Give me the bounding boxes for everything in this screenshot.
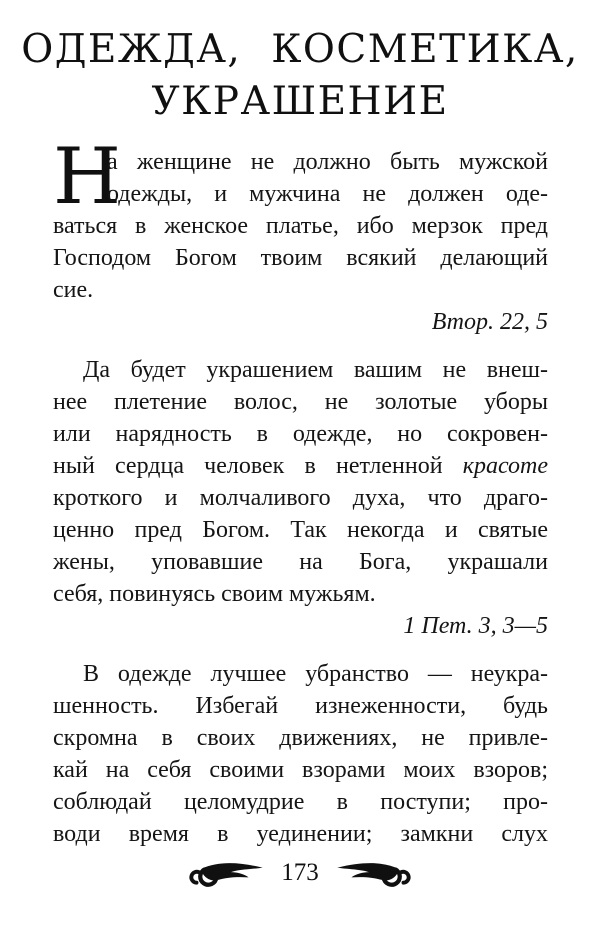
paragraph-line: себя, повинуясь своим мужьям. [53, 581, 376, 607]
page-footer [0, 858, 600, 888]
paragraph-line-text: ный сердца человек в нетленной [53, 453, 443, 479]
paragraph-line: или нарядность в одежде, но сокровен- [53, 421, 548, 447]
paragraph-line: води время в уединении; замкни слух [53, 821, 548, 847]
paragraph-line: кроткого и молчаливого духа, что драго- [53, 485, 548, 511]
paragraph-line: одежды, и мужчина не должен оде- [107, 181, 548, 207]
scripture-reference-2: 1 Пет. 3, 3—5 [403, 613, 548, 639]
paragraph-line: шенность. Избегай изнеженности, будь [53, 693, 548, 719]
paragraph-text-3 [53, 658, 548, 850]
paragraph-line: Господом Богом твоим всякий делающий [53, 245, 548, 271]
paragraph-quote-1 [53, 132, 548, 338]
scroll-flourish-right-icon [334, 858, 420, 888]
paragraph-line: соблюдай целомудрие в поступи; про- [53, 789, 548, 815]
page-number: 173 [281, 859, 319, 886]
paragraph-line: В одежде лучшее убранство — неукра- [83, 661, 548, 687]
paragraph-line: скромна в своих движениях, не привле- [53, 725, 548, 751]
paragraph-line: кай на себя своими взорами моих взоров; [53, 757, 548, 783]
paragraph-line: Да будет украшением вашим не внеш- [83, 357, 548, 383]
paragraph-quote-2 [53, 354, 548, 642]
paragraph-line: ценно пред Богом. Так некогда и святые [53, 517, 548, 543]
book-page [0, 24, 600, 944]
drop-cap: Н [53, 132, 122, 222]
page-title-line2: УКРАШЕНИЕ [151, 79, 449, 124]
page-body [53, 132, 548, 850]
italic-word: красоте [462, 453, 548, 479]
paragraph-line: жены, уповавшие на Бога, украшали [53, 549, 548, 575]
scroll-flourish-left-icon [180, 858, 266, 888]
paragraph-line: ваться в женское платье, ибо мерзок пред [53, 213, 548, 239]
page-title [0, 24, 600, 128]
scripture-reference-1: Втор. 22, 5 [431, 309, 548, 335]
paragraph-line: а женщине не должно быть мужской [107, 149, 548, 175]
page-title-line1: ОДЕЖДА, КОСМЕТИКА, [21, 27, 579, 72]
paragraph-line-mixed [53, 450, 548, 482]
paragraph-line: нее плетение волос, не золотые уборы [53, 389, 548, 415]
paragraph-line: сие. [53, 277, 94, 303]
